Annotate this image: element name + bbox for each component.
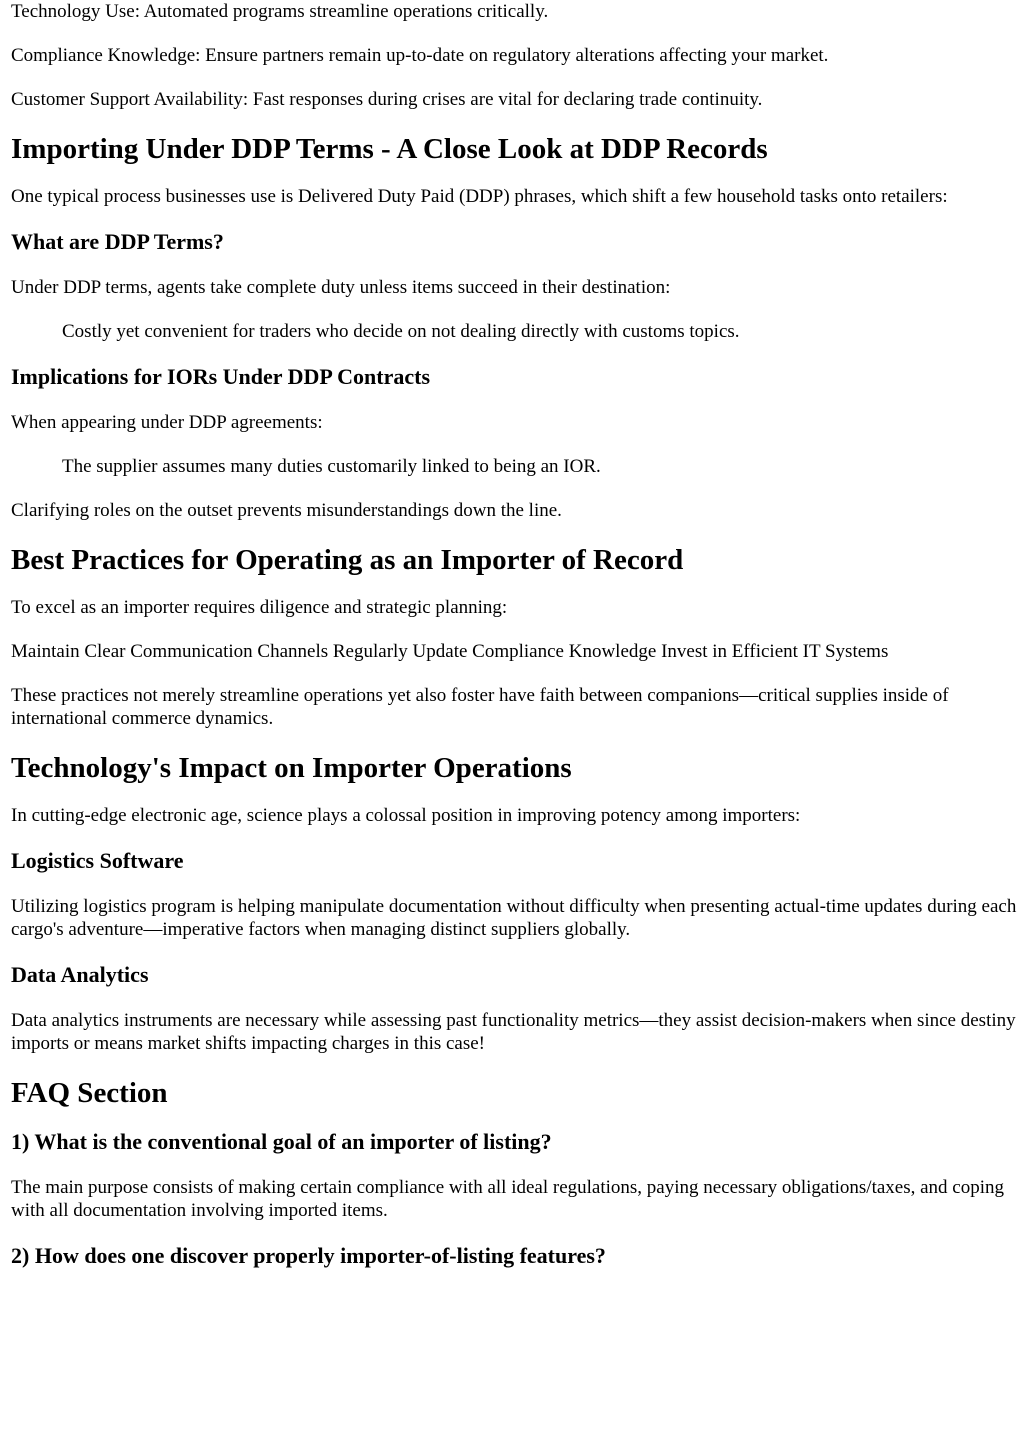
faq-question-2: 2) How does one discover properly importer-of-listing features? <box>11 1243 606 1268</box>
intro-item-customer-support: Customer Support Availability: Fast responses during crises are vital for declaring trade continuity. <box>11 89 763 110</box>
ddp-implications-text: When appearing under DDP agreements: <box>11 412 323 433</box>
intro-item-compliance-knowledge: Compliance Knowledge: Ensure partners remain up-to-date on regulatory alterations affecting your market. <box>11 45 829 66</box>
intro-item-technology-use: Technology Use: Automated programs streamline operations critically. <box>11 1 549 22</box>
best-practices-heading: Best Practices for Operating as an Importer of Record <box>11 544 684 576</box>
ddp-what-quote: Costly yet convenient for traders who decide on not dealing directly with customs topics. <box>62 321 740 342</box>
ddp-section-heading: Importing Under DDP Terms - A Close Look at DDP Records <box>11 133 768 165</box>
logistics-software-text: Utilizing logistics program is helping manipulate documentation without difficulty when presenting actual-time updates during each cargo's adventure—imperative factors when managing distinct suppliers globally. <box>11 896 1017 940</box>
faq-answer-1: The main purpose consists of making certain compliance with all ideal regulations, paying necessary obligations/taxes, and coping with all documentation involving imported items. <box>11 1177 1005 1221</box>
ddp-implications-heading: Implications for IORs Under DDP Contracts <box>11 364 431 389</box>
technology-intro: In cutting-edge electronic age, science plays a colossal position in improving potency among importers: <box>11 805 801 826</box>
data-analytics-heading: Data Analytics <box>11 962 149 987</box>
best-practices-intro: To excel as an importer requires diligence and strategic planning: <box>11 597 508 618</box>
ddp-closing: Clarifying roles on the outset prevents misunderstandings down the line. <box>11 500 562 521</box>
best-practices-list: Maintain Clear Communication Channels Regularly Update Compliance Knowledge Invest in Efficient IT Systems <box>11 641 889 662</box>
faq-question-1: 1) What is the conventional goal of an importer of listing? <box>11 1129 552 1154</box>
ddp-section-intro: One typical process businesses use is Delivered Duty Paid (DDP) phrases, which shift a few household tasks onto retailers: <box>11 186 948 207</box>
faq-heading: FAQ Section <box>11 1077 168 1109</box>
ddp-what-heading: What are DDP Terms? <box>11 229 224 254</box>
data-analytics-text: Data analytics instruments are necessary while assessing past functionality metrics—they assist decision-makers when since destiny imports or means market shifts impacting charges in this case! <box>11 1010 1016 1054</box>
ddp-implications-quote: The supplier assumes many duties customarily linked to being an IOR. <box>62 456 601 477</box>
ddp-what-text: Under DDP terms, agents take complete duty unless items succeed in their destination: <box>11 277 671 298</box>
best-practices-closing: These practices not merely streamline operations yet also foster have faith between companions—critical supplies inside of international commerce dynamics. <box>11 685 949 729</box>
logistics-software-heading: Logistics Software <box>11 848 184 873</box>
technology-heading: Technology's Impact on Importer Operations <box>11 752 572 784</box>
